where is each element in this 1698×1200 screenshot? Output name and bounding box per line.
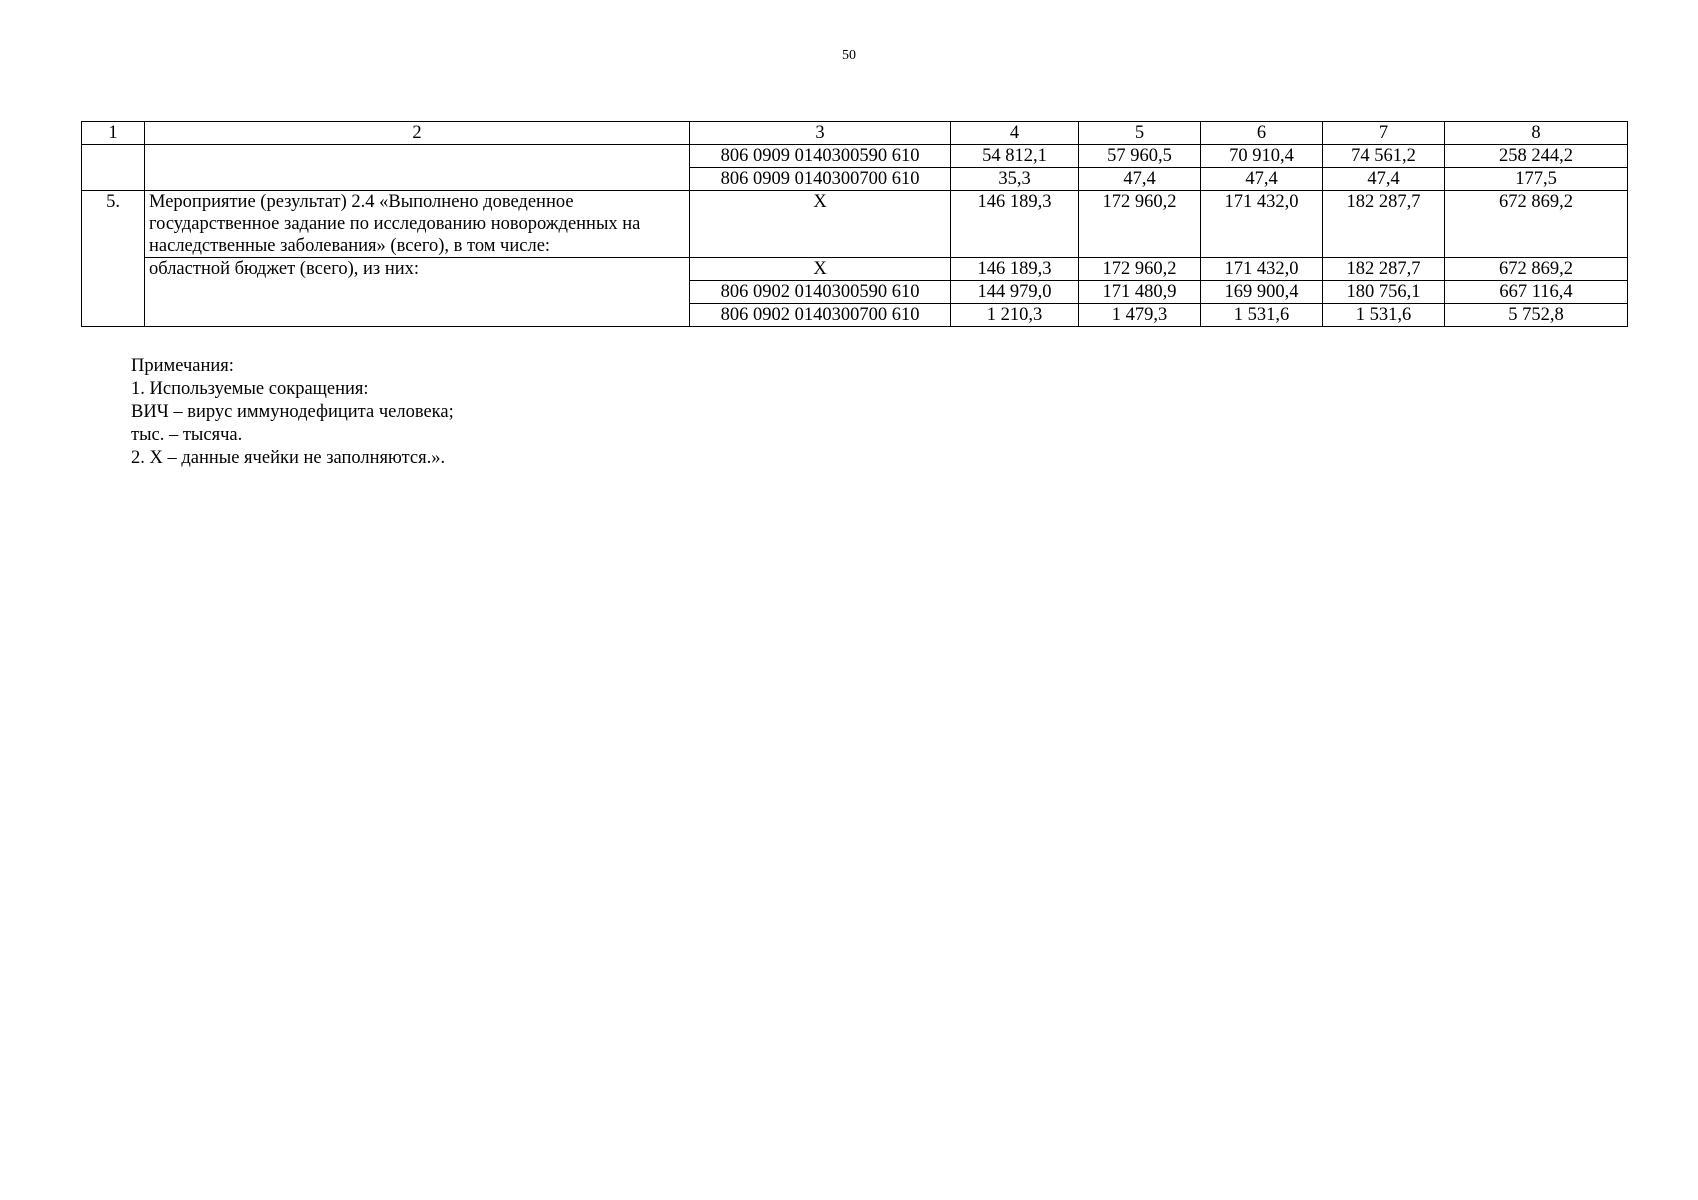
total-cell: 5 752,8: [1445, 304, 1628, 327]
budget-code-cell: 806 0902 0140300700 610: [690, 304, 951, 327]
value-cell: 182 287,7: [1323, 258, 1445, 281]
table-row: [82, 258, 1628, 281]
budget-code-cell: 806 0909 0140300590 610: [690, 145, 951, 168]
value-cell: 57 960,5: [1079, 145, 1201, 168]
budget-code-cell: 806 0909 0140300700 610: [690, 168, 951, 191]
value-cell: 74 561,2: [1323, 145, 1445, 168]
note-line: ВИЧ – вирус иммунодефицита человека;: [131, 402, 454, 422]
value-cell: 47,4: [1079, 168, 1201, 191]
total-cell: 672 869,2: [1445, 258, 1628, 281]
value-cell: 146 189,3: [951, 191, 1079, 258]
value-cell: 182 287,7: [1323, 191, 1445, 258]
budget-code-cell: X: [690, 258, 951, 281]
total-cell: 672 869,2: [1445, 191, 1628, 258]
note-line: 1. Используемые сокращения:: [131, 379, 369, 399]
value-cell: 144 979,0: [951, 281, 1079, 304]
note-line: 2. X – данные ячейки не заполняются.».: [131, 448, 446, 468]
value-cell: 180 756,1: [1323, 281, 1445, 304]
value-cell: 54 812,1: [951, 145, 1079, 168]
value-cell: 171 432,0: [1201, 191, 1323, 258]
value-cell: 35,3: [951, 168, 1079, 191]
notes-heading: Примечания:: [131, 356, 234, 376]
value-cell: 169 900,4: [1201, 281, 1323, 304]
empty-number-cell: [82, 145, 145, 191]
value-cell: 171 432,0: [1201, 258, 1323, 281]
value-cell: 171 480,9: [1079, 281, 1201, 304]
header-cell: 8: [1445, 122, 1628, 145]
value-cell: 70 910,4: [1201, 145, 1323, 168]
header-cell: 1: [82, 122, 145, 145]
header-cell: 5: [1079, 122, 1201, 145]
header-cell: 2: [145, 122, 690, 145]
value-cell: 1 210,3: [951, 304, 1079, 327]
value-cell: 1 531,6: [1323, 304, 1445, 327]
page-number: 50: [842, 48, 856, 63]
total-cell: 177,5: [1445, 168, 1628, 191]
value-cell: 172 960,2: [1079, 258, 1201, 281]
budget-code-cell: 806 0902 0140300590 610: [690, 281, 951, 304]
value-cell: 1 479,3: [1079, 304, 1201, 327]
notes-block: [131, 355, 454, 470]
header-cell: 7: [1323, 122, 1445, 145]
total-cell: 258 244,2: [1445, 145, 1628, 168]
note-line: тыс. – тысяча.: [131, 425, 243, 445]
value-cell: 47,4: [1323, 168, 1445, 191]
header-cell: 6: [1201, 122, 1323, 145]
header-cell: 3: [690, 122, 951, 145]
item-number-cell: 5.: [82, 191, 145, 327]
measure-title-cell: Мероприятие (результат) 2.4 «Выполнено доведенное государственное задание по исследованию новорожденных на наследственные заболевания» (всего), в том числе:: [145, 191, 690, 258]
table-row: [82, 191, 1628, 258]
value-cell: 172 960,2: [1079, 191, 1201, 258]
budget-code-cell: X: [690, 191, 951, 258]
total-cell: 667 116,4: [1445, 281, 1628, 304]
budget-label-cell: областной бюджет (всего), из них:: [145, 258, 690, 327]
value-cell: 47,4: [1201, 168, 1323, 191]
value-cell: 146 189,3: [951, 258, 1079, 281]
empty-title-cell: [145, 145, 690, 191]
value-cell: 1 531,6: [1201, 304, 1323, 327]
header-cell: 4: [951, 122, 1079, 145]
table-row: [82, 145, 1628, 168]
budget-table: [81, 121, 1628, 327]
table-header-row: [82, 122, 1628, 145]
